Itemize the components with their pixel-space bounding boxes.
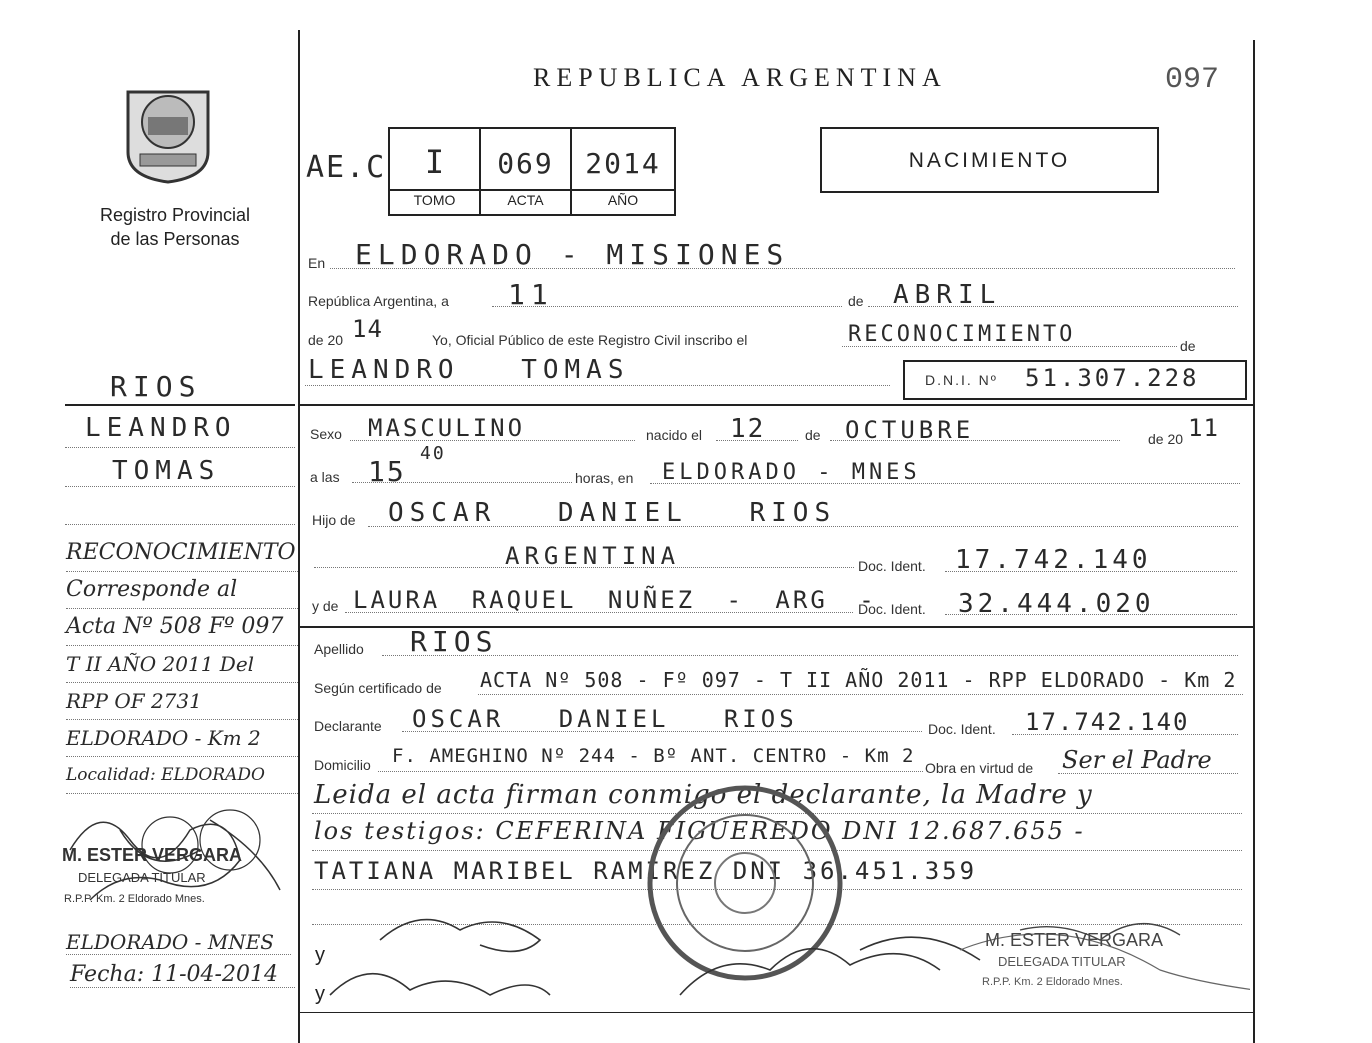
left-dotline-3	[65, 524, 295, 525]
segun-value: ACTA Nº 508 - Fº 097 - T II AÑO 2011 - RPP ELDORADO - Km 2	[480, 668, 1237, 692]
mother-name: LAURA RAQUEL NUÑEZ - ARG -	[353, 586, 877, 614]
day-value: 11	[508, 278, 554, 311]
note-line: RECONOCIMIENTO	[66, 535, 298, 572]
note-line: Acta Nº 508 Fº 097	[66, 609, 298, 646]
mother-doc-label: Doc. Ident.	[858, 601, 926, 617]
mother-doc: 32.444.020	[958, 589, 1155, 619]
record-prefix: AE.C	[306, 150, 387, 185]
tomo-label: TOMO	[413, 192, 456, 208]
left-notes	[66, 535, 298, 794]
sig-stamp-line1: M. ESTER VERGARA	[985, 930, 1164, 950]
country-title: REPUBLICA ARGENTINA	[533, 63, 947, 92]
person-name: LEANDRO TOMAS	[308, 355, 630, 385]
birth-month: OCTUBRE	[845, 416, 975, 444]
tomo-value: I	[424, 143, 445, 181]
sig-stamp-line3: R.P.P. Km. 2 Eldorado Mnes.	[982, 976, 1123, 988]
declarante-doc-label: Doc. Ident.	[928, 721, 996, 737]
dni-value: 51.307.228	[1025, 364, 1200, 392]
left-stamp-line1: M. ESTER VERGARA	[62, 845, 243, 865]
segun-label: Según certificado de	[314, 680, 442, 696]
note-line: Localidad: ELDORADO	[66, 757, 298, 794]
left-name1: LEANDRO	[85, 413, 237, 443]
left-surname: RIOS	[110, 370, 202, 403]
father-name: OSCAR DANIEL RIOS	[388, 498, 837, 528]
obra-value: Ser el Padre	[1062, 746, 1212, 774]
text-line-2: los testigos: CEFERINA FIGUEREDO DNI 12.687.655 -	[314, 817, 1085, 845]
hijo-label: Hijo de	[312, 512, 356, 528]
inscribo-label: Yo, Oficial Público de este Registro Civil inscribo el	[432, 332, 748, 348]
birth-year-prefix: de 20	[1148, 431, 1184, 447]
father-nationality: ARGENTINA	[505, 542, 681, 570]
month-value: ABRIL	[893, 280, 1002, 310]
left-name2: TOMAS	[112, 456, 221, 486]
provincia-misiones-seal-icon	[118, 82, 218, 186]
left-date: Fecha: 11-04-2014	[70, 962, 295, 988]
sig-y-2: y	[315, 983, 325, 1005]
note-line: Corresponde al	[66, 572, 298, 609]
father-doc-label: Doc. Ident.	[858, 558, 926, 574]
folio-number: 097	[1165, 63, 1220, 97]
de-label3: de	[805, 427, 821, 443]
hour-value: 15	[368, 455, 406, 488]
note-line: ELDORADO - Km 2	[66, 720, 298, 757]
anio-value: 2014	[585, 147, 661, 180]
alas-label: a las	[310, 469, 340, 485]
declarante-doc: 17.742.140	[1025, 708, 1190, 736]
birth-place: ELDORADO - MNES	[662, 460, 921, 485]
left-place: ELDORADO - MNES	[66, 930, 291, 955]
year-suffix: 14	[352, 315, 383, 343]
father-doc: 17.742.140	[955, 545, 1152, 575]
acta-label: ACTA	[507, 192, 544, 208]
bottom-rule	[300, 1012, 1253, 1013]
left-stamp-line2: DELEGADA TITULAR	[78, 870, 206, 885]
sexo-label: Sexo	[310, 426, 342, 442]
horas-label: horas, en	[575, 470, 634, 486]
text-line-1: Leida el acta firman conmigo el declarante, la Madre y	[314, 780, 1093, 810]
left-stamp-line3: R.P.P. Km. 2 Eldorado Mnes.	[64, 893, 205, 905]
note-line: RPP OF 2731	[66, 683, 298, 720]
nacido-label: nacido el	[646, 427, 703, 443]
en-value: ELDORADO - MISIONES	[355, 238, 790, 271]
sexo-value: MASCULINO	[368, 414, 526, 442]
dni-label: D.N.I. Nº	[925, 372, 998, 388]
record-type-box	[820, 127, 1159, 193]
record-type: NACIMIENTO	[908, 149, 1071, 172]
minutes-value: 40	[420, 443, 446, 464]
registry-title-line2: de las Personas	[110, 229, 240, 249]
apellido-value: RIOS	[410, 625, 498, 658]
sig-stamp-line2: DELEGADA TITULAR	[998, 954, 1126, 969]
declarante-value: OSCAR DANIEL RIOS	[412, 705, 798, 733]
domicilio-label: Domicilio	[314, 757, 371, 773]
year-prefix: de 20	[308, 332, 344, 348]
left-surname-rule	[65, 404, 295, 406]
rep-label: República Argentina, a	[308, 293, 449, 309]
acta-value: 069	[497, 147, 554, 180]
sig-y-1: y	[315, 944, 325, 966]
domicilio-value: F. AMEGHINO Nº 244 - Bº ANT. CENTRO - Km 2	[392, 745, 915, 767]
obra-label: Obra en virtud de	[925, 760, 1034, 776]
de-label: de	[848, 293, 864, 309]
anio-label: AÑO	[607, 192, 639, 208]
yde-label: y de	[312, 598, 339, 614]
dni-box	[903, 360, 1247, 400]
record-number-box	[388, 127, 676, 216]
left-dotline-1	[65, 447, 295, 448]
declarante-label: Declarante	[314, 718, 382, 734]
birth-day: 12	[730, 414, 766, 444]
registry-title-line1: Registro Provincial	[99, 205, 251, 225]
right-border-line	[1253, 40, 1255, 1043]
text-line-3: TATIANA MARIBEL RAMIREZ DNI 36.451.359	[314, 857, 978, 885]
en-label: En	[308, 255, 326, 271]
de-label2: de	[1180, 338, 1196, 354]
left-dotline-2	[65, 486, 295, 487]
inscribo-value: RECONOCIMIENTO	[848, 322, 1076, 347]
signatures-icon	[300, 900, 1250, 1043]
apellido-label: Apellido	[314, 641, 364, 657]
note-line: T II AÑO 2011 Del	[66, 646, 298, 683]
birth-year-suffix: 11	[1188, 414, 1219, 442]
section-rule-1	[300, 404, 1253, 406]
